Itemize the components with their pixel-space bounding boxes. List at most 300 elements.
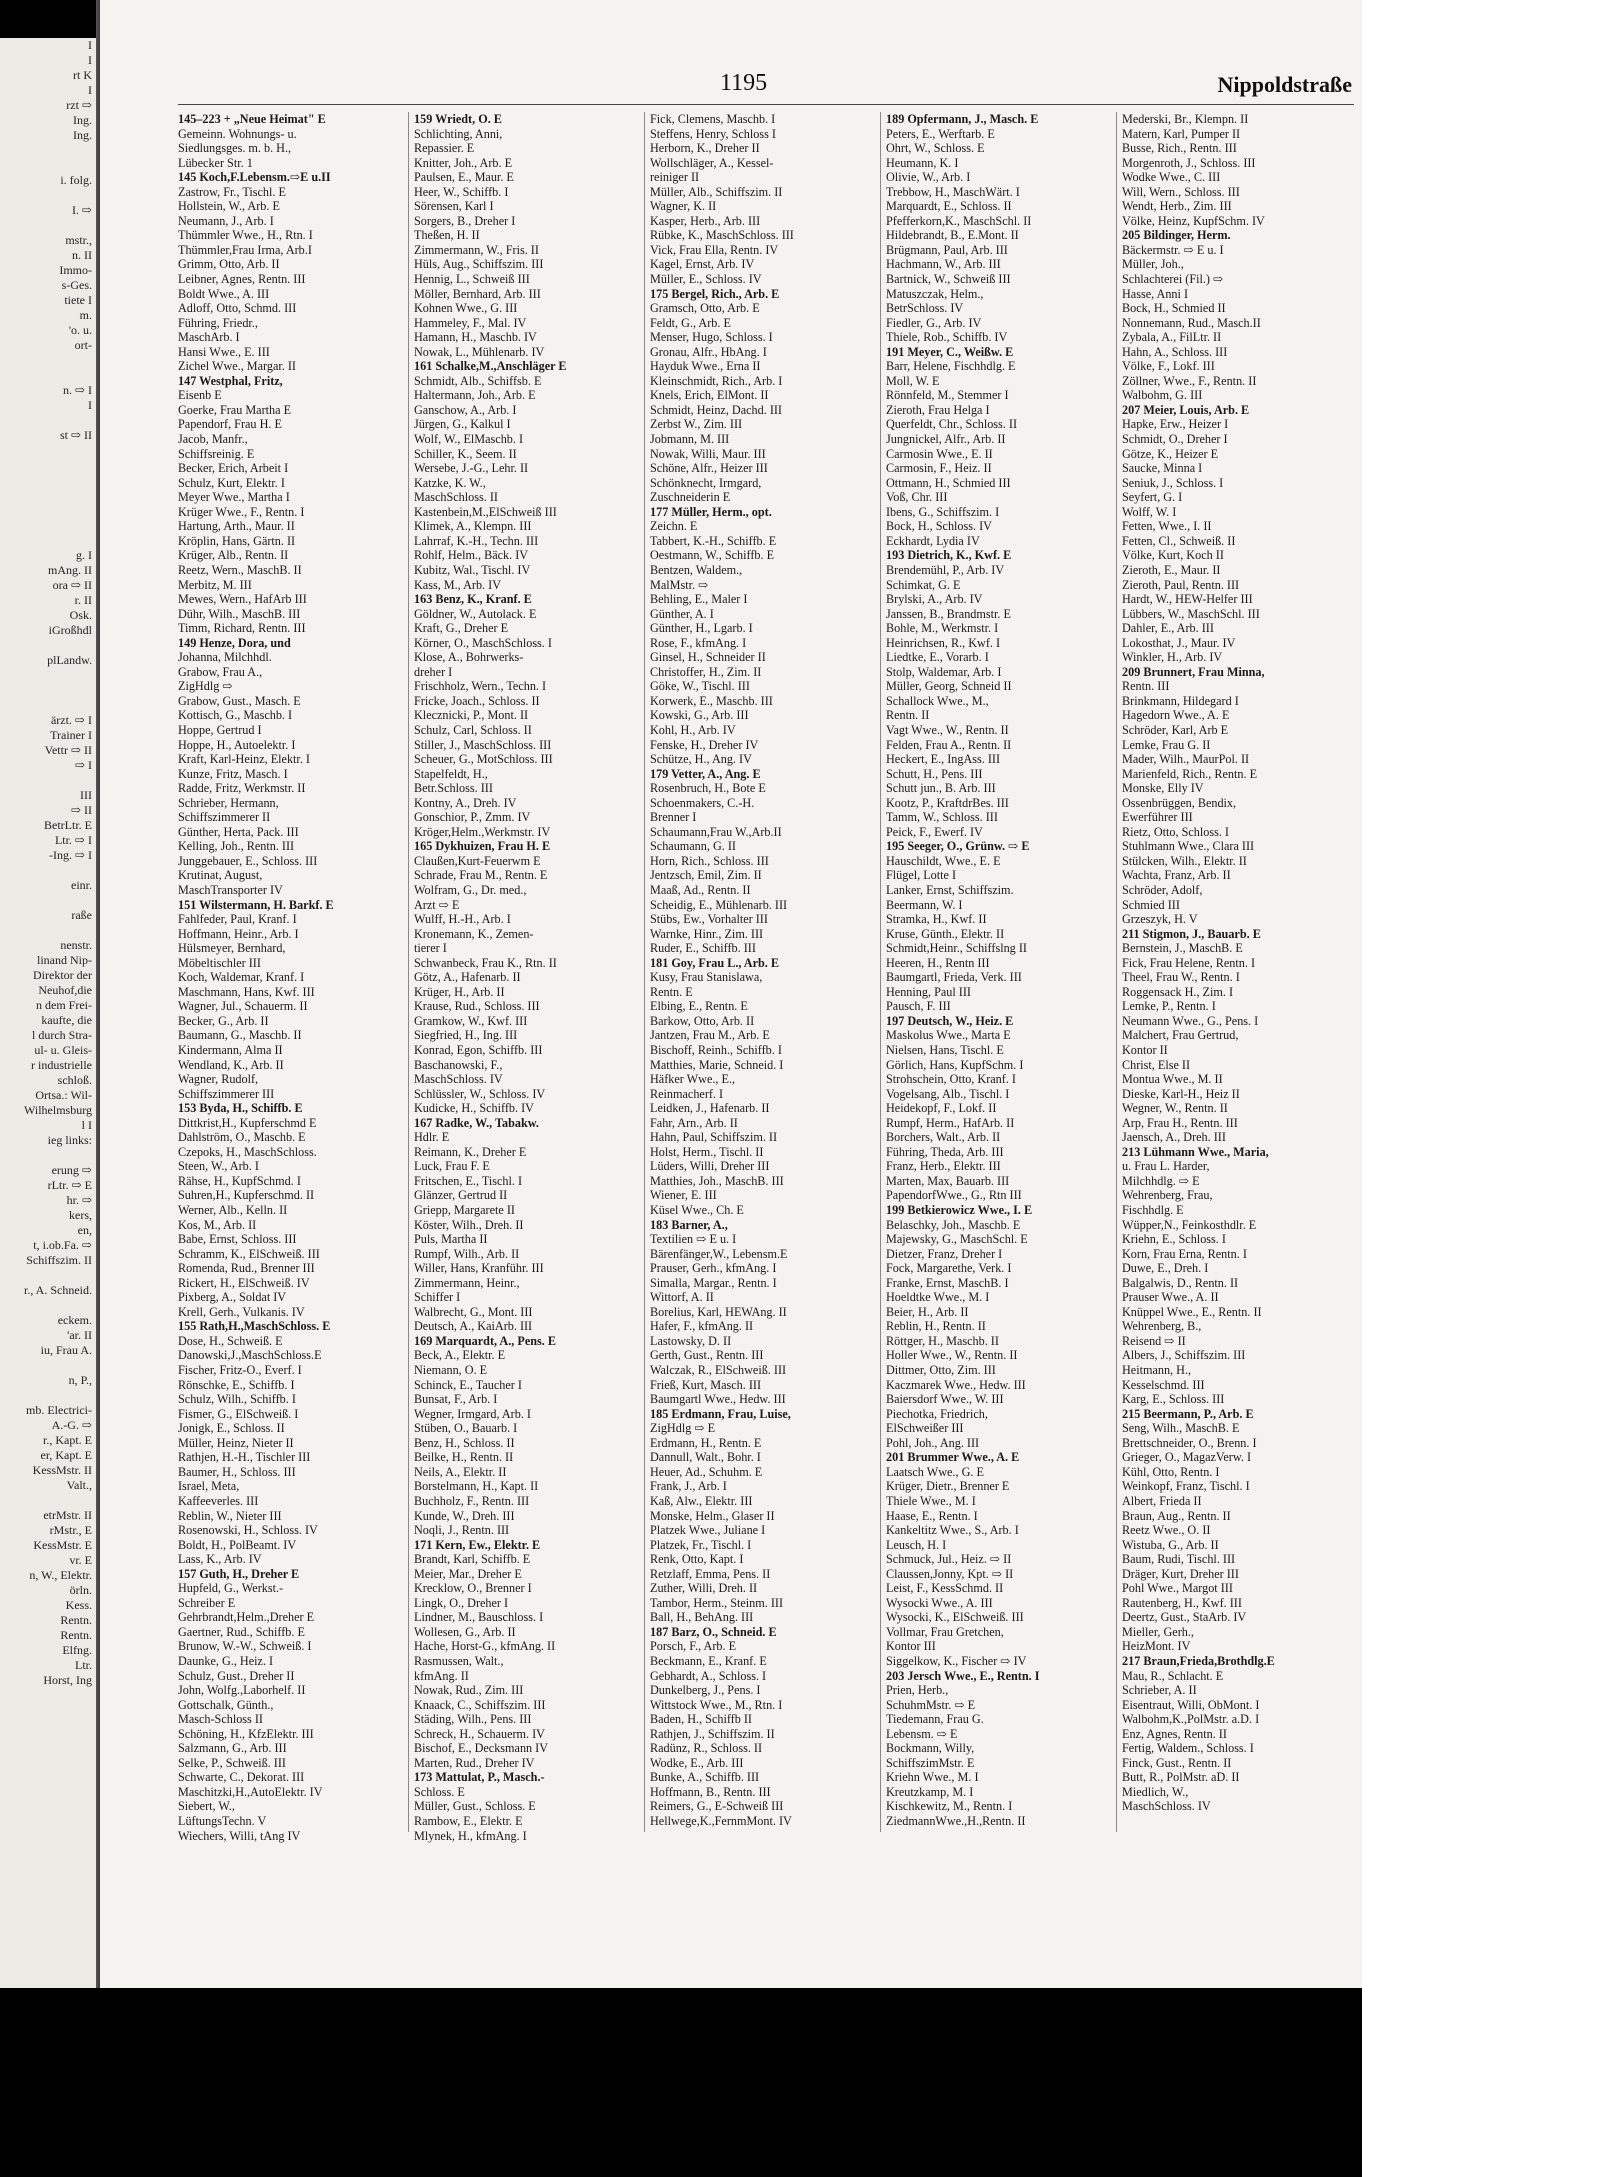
previous-page-fragment (0, 488, 96, 503)
directory-entry: Niemann, O. E (414, 1363, 488, 1378)
directory-entry: Schmidt, Heinz, Dachd. III (650, 402, 782, 417)
directory-entry: Claussen,Jonny, Kpt. ⇨ II (886, 1566, 1014, 1581)
directory-entry: Kaß, Alw., Elektr. III (650, 1493, 753, 1508)
directory-entry: Borchers, Walt., Arb. II (886, 1130, 1001, 1145)
directory-entry: Duwe, E., Dreh. I (1122, 1261, 1209, 1276)
directory-entry: Saucke, Minna I (1122, 461, 1203, 476)
directory-entry: Schwarte, C., Dekorat. III (178, 1770, 305, 1785)
directory-entry: Götze, K., Heizer E (1122, 446, 1219, 461)
directory-entry: 211 Stigmon, J., Bauarb. E (1122, 926, 1261, 941)
directory-entry: Mau, R., Schlacht. E (1122, 1668, 1224, 1683)
previous-page-fragment: ⇨ II (70, 803, 92, 817)
directory-entry: Schiller, K., Seem. II (414, 446, 517, 461)
previous-page-fragment: r. II (74, 593, 92, 607)
directory-entry: 195 Seeger, O., Grünw. ⇨ E (886, 839, 1030, 854)
directory-entry: Liedtke, E., Vorarb. I (886, 650, 989, 665)
previous-page-fragment: l durch Stra- (32, 1028, 92, 1042)
directory-entry: Romenda, Rud., Brenner III (178, 1261, 315, 1276)
previous-page-fragment: I (88, 53, 92, 67)
directory-entry: Christoffer, H., Zim. II (650, 664, 762, 679)
previous-page-fragment (0, 188, 96, 203)
directory-entry: Will, Wern., Schloss. III (1122, 184, 1240, 199)
directory-entry: Krüger Wwe., F., Rentn. I (178, 504, 305, 519)
directory-entry: Meyer Wwe., Martha I (178, 490, 290, 505)
directory-entry: Müller, E., Schloss. IV (650, 272, 762, 287)
directory-entry: Gronau, Alfr., HbAng. I (650, 344, 767, 359)
directory-entry: Milchhdlg. ⇨ E (1122, 1173, 1200, 1188)
directory-entry: 197 Deutsch, W., Heiz. E (886, 1013, 1014, 1028)
directory-entry: Timm, Richard, Rentn. III (178, 621, 306, 636)
directory-entry: Enz, Agnes, Rentn. II (1122, 1726, 1227, 1741)
directory-entry: 159 Wriedt, O. E (414, 112, 502, 126)
previous-page-fragment: r industrielle (31, 1058, 92, 1072)
directory-entry: Ganschow, A., Arb. I (414, 402, 517, 417)
directory-entry: Maaß, Ad., Rentn. II (650, 882, 751, 897)
directory-entry: Balgalwis, D., Rentn. II (1122, 1275, 1239, 1290)
directory-entry: 163 Benz, K., Kranf. E (414, 592, 532, 607)
previous-page-fragment: hr. ⇨ (66, 1193, 92, 1207)
previous-page-fragment: rMstr., E (49, 1523, 92, 1537)
directory-entry: Fritschen, E., Tischl. I (414, 1173, 523, 1188)
directory-entry: Retzlaff, Emma, Pens. II (650, 1566, 771, 1581)
directory-entry: Strohschein, Otto, Kranf. I (886, 1072, 1016, 1087)
directory-entry: Brendemühl, P., Arb. IV (886, 562, 1005, 577)
directory-entry: Morgenroth, J., Schloss. III (1122, 155, 1256, 170)
previous-page-fragment: BetrLtr. E (44, 818, 92, 832)
directory-entry: Hache, Horst-G., kfmAng. II (414, 1639, 556, 1654)
directory-entry: Wüpper,N., Feinkosthdlr. E (1122, 1217, 1257, 1232)
directory-entry: Heitmann, H., (1122, 1363, 1192, 1378)
directory-entry: Fiedler, G., Arb. IV (886, 315, 982, 330)
directory-entry: Arp, Frau H., Rentn. III (1122, 1115, 1238, 1130)
directory-entry: Johanna, Milchhdl. (178, 650, 272, 665)
previous-page-fragment: Wilhelmsburg (24, 1103, 92, 1117)
directory-entry: Gaertner, Rud., Schiffb. E (178, 1624, 305, 1639)
directory-entry: Rietz, Otto, Schloss. I (1122, 824, 1229, 839)
directory-entry: Schutt, H., Pens. III (886, 766, 983, 781)
directory-entry: Pausch, F. III (886, 999, 951, 1014)
directory-entry: Rathjen, H.-H., Tischler III (178, 1450, 311, 1465)
directory-entry: kfmAng. II (414, 1668, 469, 1683)
directory-entry: Maschmann, Hans, Kwf. III (178, 984, 315, 999)
directory-entry: Göldner, W., Autolack. E (414, 606, 537, 621)
directory-entry: Reetz Wwe., O. II (1122, 1523, 1211, 1538)
directory-entry: Wegner, W., Rentn. II (1122, 1101, 1228, 1116)
previous-page-fragment: r., A. Schneid. (24, 1283, 92, 1297)
directory-entry: ElSchweißer III (886, 1421, 964, 1436)
previous-page-fragment: Ltr. ⇨ I (54, 833, 92, 847)
directory-entry: Carmosin Wwe., E. II (886, 446, 993, 461)
directory-entry: Ohrt, W., Schloss. E (886, 141, 985, 156)
directory-entry: Sörensen, Karl I (414, 199, 494, 214)
directory-entry: Köster, Wilh., Dreh. II (414, 1217, 524, 1232)
directory-entry: Vogelsang, Alb., Tischl. I (886, 1086, 1010, 1101)
directory-entry: Schröder, Adolf, (1122, 882, 1203, 897)
directory-entry: Theßen, H. II (414, 228, 480, 243)
directory-entry: Kubitz, Wal., Tischl. IV (414, 562, 531, 577)
directory-column-1 (178, 112, 404, 1962)
directory-entry: Suhren,H., Kupferschmd. II (178, 1188, 315, 1203)
directory-entry: Puls, Martha II (414, 1232, 488, 1247)
directory-entry: Neils, A., Elektr. II (414, 1464, 507, 1479)
directory-entry: Winkler, H., Arb. IV (1122, 650, 1223, 665)
previous-page-fragment (0, 443, 96, 458)
directory-entry: Lastowsky, D. II (650, 1333, 732, 1348)
previous-page-fragment (0, 368, 96, 383)
directory-entry: Bockmann, Willy, (886, 1741, 975, 1756)
directory-entry: Ottmann, H., Schmied III (886, 475, 1011, 490)
directory-entry: Koch, Waldemar, Kranf. I (178, 970, 305, 985)
directory-entry: Baum, Rudi, Tischl. III (1122, 1552, 1236, 1567)
previous-page-fragment: mstr., (65, 233, 92, 247)
directory-entry: Flügel, Lotte I (886, 868, 957, 883)
directory-entry: Gonschior, P., Zmm. IV (414, 810, 531, 825)
directory-entry: Gramkow, W., Kwf. III (414, 1013, 528, 1028)
previous-page-fragment: Horst, Ing (43, 1673, 92, 1687)
directory-entry: Rentn. II (886, 708, 930, 723)
directory-entry: Baumer, H., Schloss. III (178, 1464, 296, 1479)
directory-entry: Weinkopf, Franz, Tischl. I (1122, 1479, 1250, 1494)
directory-entry: reiniger II (650, 170, 700, 185)
directory-entry: Tiedemann, Frau G. (886, 1712, 984, 1727)
directory-entry: Haltermann, Joh., Arb. E (414, 388, 536, 403)
directory-entry: Rosenowski, H., Schloss. IV (178, 1523, 318, 1538)
directory-entry: Hülsmeyer, Bernhard, (178, 941, 286, 956)
directory-entry: Mlynek, H., kfmAng. I (414, 1828, 527, 1843)
directory-column-5 (1122, 112, 1354, 1962)
directory-entry: Brandt, Karl, Schiffb. E (414, 1552, 531, 1567)
directory-entry: Baumann, G., Maschb. II (178, 1028, 302, 1043)
directory-entry: BetrSchloss. IV (886, 301, 964, 316)
directory-entry: Zieroth, Frau Helga I (886, 402, 990, 417)
directory-entry: Kelling, Joh., Rentn. III (178, 839, 295, 854)
directory-entry: Lass, K., Arb. IV (178, 1552, 262, 1567)
directory-column-3 (650, 112, 876, 1962)
directory-entry: Beermann, W. I (886, 897, 963, 912)
column-divider (408, 112, 409, 1832)
previous-page-fragment (0, 353, 96, 368)
directory-entry: Rübke, K., MaschSchloss. III (650, 228, 794, 243)
directory-entry: Siegfried, H., Ing. III (414, 1028, 518, 1043)
directory-entry: Czepoks, H., MaschSchloss. (178, 1144, 317, 1159)
directory-entry: Porsch, F., Arb. E (650, 1639, 737, 1654)
directory-entry: Schlachterei (Fil.) ⇨ (1122, 272, 1224, 287)
previous-page-fragment: Direktor der (33, 968, 92, 982)
directory-entry: Fahr, Arn., Arb. II (650, 1115, 738, 1130)
previous-page-fragment (0, 458, 96, 473)
previous-page-fragment (0, 893, 96, 908)
directory-entry: Heer, W., Schiffb. I (414, 184, 509, 199)
previous-page-fragment: ul- u. Gleis- (34, 1043, 92, 1057)
directory-entry: Siggelkow, K., Fischer ⇨ IV (886, 1653, 1027, 1668)
previous-page-fragment: rt K (73, 68, 92, 82)
directory-entry: Leist, F., KessSchmd. II (886, 1581, 1004, 1596)
directory-entry: Siedlungsges. m. b. H., (178, 141, 292, 156)
directory-entry: Rentn. E (650, 984, 693, 999)
directory-entry: Schallock Wwe., M., (886, 693, 989, 708)
directory-entry: 157 Guth, H., Dreher E (178, 1566, 300, 1581)
directory-entry: MaschSchloss. II (414, 490, 498, 505)
directory-entry: 199 Betkierowicz Wwe., I. E (886, 1203, 1033, 1218)
directory-entry: Wittstock Wwe., M., Rtn. I (650, 1697, 783, 1712)
previous-page-fragment: I (88, 398, 92, 412)
directory-entry: Zastrow, Fr., Tischl. E (178, 184, 286, 199)
directory-entry: Röttger, H., Maschb. II (886, 1333, 999, 1348)
directory-entry: 209 Brunnert, Frau Minna, (1122, 664, 1265, 679)
directory-entry: Rähse, H., KupfSchmd. I (178, 1173, 301, 1188)
directory-entry: Dannull, Walt., Bohr. I (650, 1450, 761, 1465)
directory-entry: Hayduk Wwe., Erna II (650, 359, 761, 374)
directory-entry: Hammeley, F., Mal. IV (414, 315, 527, 330)
directory-entry: Hoppe, Gertrud I (178, 722, 262, 737)
directory-entry: Kontor III (886, 1639, 936, 1654)
previous-page-fragment: 'ar. II (67, 1328, 92, 1342)
directory-entry: Arzt ⇨ E (414, 897, 460, 912)
directory-entry: Dieske, Karl-H., Heiz II (1122, 1086, 1240, 1101)
directory-entry: Lindner, M., Bauschloss. I (414, 1610, 544, 1625)
directory-entry: Wersebe, J.-G., Lehr. II (414, 461, 529, 476)
previous-page-fragment: st ⇨ II (59, 428, 92, 442)
directory-entry: MalMstr. ⇨ (650, 577, 709, 592)
directory-entry: Eisentraut, Willi, ObMont. I (1122, 1697, 1260, 1712)
directory-entry: Pfefferkorn,K., MaschSchl. II (886, 213, 1032, 228)
directory-entry: Tamm, W., Schloss. III (886, 810, 998, 825)
directory-entry: Deertz, Gust., StaArb. IV (1122, 1610, 1247, 1625)
directory-entry: Rentn. III (1122, 679, 1170, 694)
directory-entry: Schaumann, G. II (650, 839, 736, 854)
directory-entry: Radde, Fritz, Werkmstr. II (178, 781, 306, 796)
directory-entry: Reimann, K., Dreher E (414, 1144, 527, 1159)
directory-entry: Dühr, Wilh., MaschB. III (178, 606, 301, 621)
previous-page-fragment (0, 518, 96, 533)
directory-entry: Vagt Wwe., W., Rentn. II (886, 722, 1009, 737)
previous-page-fragment: nenstr. (60, 938, 92, 952)
directory-entry: Holst, Herm., Tischl. II (650, 1144, 764, 1159)
previous-page-fragment: Neuhof,die (38, 983, 92, 997)
directory-entry: Jacob, Manfr., (178, 432, 248, 447)
directory-entry: Wodke Wwe., C. III (1122, 170, 1221, 185)
directory-entry: Heeren, H., Rentn III (886, 955, 990, 970)
directory-entry: Oestmann, W., Schiffb. E (650, 548, 775, 563)
directory-entry: Reblin, W., Nieter III (178, 1508, 282, 1523)
directory-entry: Gemeinn. Wohnungs- u. (178, 126, 297, 141)
directory-entry: Schulz, Carl, Schloss. II (414, 722, 532, 737)
directory-entry: Kowski, G., Arb. III (650, 708, 749, 723)
directory-entry: Kleinschmidt, Rich., Arb. I (650, 373, 783, 388)
directory-entry: Lanker, Ernst, Schiffszim. (886, 882, 1014, 897)
directory-entry: Marten, Max, Bauarb. III (886, 1173, 1010, 1188)
directory-entry: Prien, Herb., (886, 1683, 949, 1698)
directory-entry: 189 Opfermann, J., Masch. E (886, 112, 1039, 126)
directory-entry: Eisenb E (178, 388, 222, 403)
previous-page-fragment (0, 1268, 96, 1283)
directory-entry: Buchholz, F., Rentn. III (414, 1493, 530, 1508)
directory-entry: SchuhmMstr. ⇨ E (886, 1697, 976, 1712)
directory-entry: Voß, Chr. III (886, 490, 948, 505)
directory-entry: Häfker Wwe., E., (650, 1072, 736, 1087)
directory-entry: Dittmer, Otto, Zim. III (886, 1363, 996, 1378)
directory-entry: Bäckermstr. ⇨ E u. I (1122, 242, 1224, 257)
directory-entry: Zöllner, Wwe., F., Rentn. II (1122, 373, 1257, 388)
directory-entry: Knüppel Wwe., E., Rentn. II (1122, 1304, 1262, 1319)
directory-entry: Walbohm,K.,PolMstr. a.D. I (1122, 1712, 1260, 1727)
previous-page-fragment (0, 638, 96, 653)
directory-entry: Kröplin, Hans, Gärtn. II (178, 533, 296, 548)
directory-entry: Lemke, P., Rentn. I (1122, 999, 1216, 1014)
directory-entry: Siebert, W., (178, 1799, 235, 1814)
directory-entry: Baiersdorf Wwe., W. III (886, 1392, 1004, 1407)
directory-entry: Paulsen, E., Maur. E (414, 170, 514, 185)
directory-entry: Hennig, L., Schweiß III (414, 272, 530, 287)
directory-entry: Jürgen, G., Kalkul I (414, 417, 511, 432)
directory-entry: Führing, Theda, Arb. III (886, 1144, 1004, 1159)
directory-entry: Dräger, Kurt, Dreher III (1122, 1566, 1239, 1581)
directory-entry: Hamann, H., Maschb. IV (414, 330, 537, 345)
directory-entry: Rasmussen, Walt., (414, 1653, 504, 1668)
previous-page-fragment (0, 158, 96, 173)
directory-entry: Glänzer, Gertrud II (414, 1188, 508, 1203)
directory-entry: Schutt jun., B. Arb. III (886, 781, 996, 796)
directory-entry: Papendorf, Frau H. E (178, 417, 282, 432)
previous-page-fragment: Osk. (69, 608, 92, 622)
previous-page-fragment (0, 683, 96, 698)
directory-entry: Reisend ⇨ II (1122, 1333, 1186, 1348)
directory-entry: Nowak, Willi, Maur. III (650, 446, 766, 461)
directory-entry: Fischer, Fritz-O., Everf. I (178, 1363, 302, 1378)
directory-entry: Schmidt, O., Dreher I (1122, 432, 1228, 447)
directory-entry: Felden, Frau A., Rentn. II (886, 737, 1012, 752)
directory-entry: Konrad, Egon, Schiffb. III (414, 1043, 543, 1057)
directory-entry: Franke, Ernst, MaschB. I (886, 1275, 1009, 1290)
previous-page-fragment: Immo- (59, 263, 92, 277)
directory-entry: Goerke, Frau Martha E (178, 402, 292, 417)
directory-entry: Janssen, B., Brandmstr. E (886, 606, 1011, 621)
directory-entry: Rönnfeld, M., Stemmer I (886, 388, 1009, 403)
directory-entry: dreher I (414, 664, 453, 679)
directory-entry: Bischof, E., Decksmann IV (414, 1741, 549, 1756)
directory-entry: Zybala, A., FilLtr. II (1122, 330, 1222, 345)
directory-entry: Walczak, R., ElSchweiß. III (650, 1363, 787, 1378)
directory-entry: Schloss. E (414, 1784, 465, 1799)
previous-page-fragment: linand Nip- (37, 953, 92, 967)
previous-page-fragment: vr. E (69, 1553, 92, 1567)
directory-entry: Möller, Bernhard, Arb. III (414, 286, 541, 301)
directory-entry: Belaschky, Joh., Maschb. E (886, 1217, 1021, 1232)
previous-page-fragment (0, 503, 96, 518)
directory-entry: Heumann, K. I (886, 155, 959, 170)
directory-entry: Peters, E., Werftarb. E (886, 126, 995, 141)
directory-entry: Wysocki, K., ElSchweiß. III (886, 1610, 1024, 1625)
directory-entry: Hauschildt, Wwe., E. E (886, 853, 1001, 868)
directory-entry: Katzke, K. W., (414, 475, 486, 490)
directory-entry: Schrade, Frau M., Rentn. E (414, 868, 548, 883)
directory-entry: Baschanowski, F., (414, 1057, 503, 1072)
directory-entry: Schramm, K., ElSchweiß. III (178, 1246, 320, 1261)
directory-entry: Pixberg, A., Soldat IV (178, 1290, 287, 1305)
directory-entry: Beilke, H., Rentn. II (414, 1450, 514, 1465)
directory-entry: Leidken, J., Hafenarb. II (650, 1101, 770, 1116)
directory-entry: Hansi Wwe., E. III (178, 344, 270, 359)
directory-entry: Korwerk, E., Maschb. III (650, 693, 773, 708)
directory-entry: Bischoff, Reinh., Schiffb. I (650, 1043, 782, 1057)
directory-entry: Knels, Erich, ElMont. II (650, 388, 769, 403)
directory-entry: 203 Jersch Wwe., E., Rentn. I (886, 1668, 1040, 1683)
directory-entry: Hoffmann, B., Rentn. III (650, 1784, 771, 1799)
directory-entry: 169 Marquardt, A., Pens. E (414, 1333, 556, 1348)
directory-entry: Fick, Frau Helene, Rentn. I (1122, 955, 1256, 970)
directory-entry: LüftungsTechn. V (178, 1813, 267, 1828)
page-number: 1195 (720, 70, 768, 96)
directory-entry: Kohl, H., Arb. IV (650, 722, 736, 737)
directory-entry: Rose, F., kfmAng. I (650, 635, 747, 650)
directory-entry: Hüls, Aug., Schiffszim. III (414, 257, 544, 272)
directory-entry: Monske, Elly IV (1122, 781, 1204, 796)
directory-entry: Erdmann, H., Rentn. E (650, 1435, 762, 1450)
directory-entry: Piechotka, Friedrich, (886, 1406, 988, 1421)
directory-entry: Boldt Wwe., A. III (178, 286, 270, 301)
directory-entry: Menser, Hugo, Schloss. I (650, 330, 773, 345)
directory-entry: Hupfeld, G., Werkst.- (178, 1581, 284, 1596)
directory-entry: Krutinat, August, (178, 868, 263, 883)
directory-entry: Kischkewitz, M., Rentn. I (886, 1799, 1013, 1814)
previous-page-fragment (0, 1388, 96, 1403)
previous-page-fragment: g. I (76, 548, 92, 562)
directory-entry: Hardt, W., HEW-Helfer III (1122, 592, 1253, 607)
directory-entry: Ibens, G., Schiffszim. I (886, 504, 1000, 519)
previous-page-fragment: I. ⇨ (71, 203, 92, 217)
scan-border (0, 1988, 1362, 2177)
directory-entry: Tabbert, K.-H., Schiffb. E (650, 533, 777, 548)
directory-entry: Lahrraf, K.-H., Techn. III (414, 533, 539, 548)
previous-page-fragment: A.-G. ⇨ (51, 1418, 92, 1432)
directory-entry: Frieß, Kurt, Masch. III (650, 1377, 762, 1392)
previous-page-fragment (0, 473, 96, 488)
directory-entry: Müller, Alb., Schiffszim. II (650, 184, 783, 199)
previous-page-fragment: Rentn. (60, 1613, 92, 1627)
directory-entry: Montua Wwe., M. II (1122, 1072, 1223, 1087)
directory-entry: Kröger,Helm.,Werkmstr. IV (414, 824, 551, 839)
directory-entry: Völke, Kurt, Koch II (1122, 548, 1224, 563)
directory-entry: Schwanbeck, Frau K., Rtn. II (414, 955, 557, 970)
directory-entry: Bock, H., Schloss. IV (886, 519, 992, 534)
directory-entry: Wollesen, G., Arb. II (414, 1624, 516, 1639)
directory-entry: Rautenberg, H., Kwf. III (1122, 1595, 1242, 1610)
directory-entry: Kaffeeverles. III (178, 1493, 259, 1508)
previous-page-fragment: mb. Electrici- (26, 1403, 92, 1417)
directory-entry: Hoeldtke Wwe., M. I (886, 1290, 990, 1305)
directory-entry: Kudicke, H., Schiffb. IV (414, 1101, 534, 1116)
directory-entry: Kusy, Frau Stanislawa, (650, 970, 763, 985)
directory-entry: Kontor II (1122, 1043, 1168, 1057)
directory-entry: 149 Henze, Dora, und (178, 635, 291, 650)
directory-entry: Müller, Georg, Schneid II (886, 679, 1012, 694)
directory-entry: Kriehn Wwe., M. I (886, 1770, 979, 1785)
directory-entry: Carmosin, F., Heiz. II (886, 461, 992, 476)
directory-entry: Marquardt, E., Schloss. II (886, 199, 1012, 214)
directory-entry: Ginsel, H., Schneider II (650, 650, 766, 665)
directory-entry: Masch-Schloss II (178, 1712, 263, 1727)
directory-entry: Frischholz, Wern., Techn. I (414, 679, 547, 694)
directory-entry: Kontny, A., Dreh. IV (414, 795, 517, 810)
directory-entry: Fertig, Waldem., Schloss. I (1122, 1741, 1254, 1756)
directory-entry: Fetten, Wwe., I. II (1122, 519, 1212, 534)
directory-entry: 165 Dykhuizen, Frau H. E (414, 839, 551, 854)
directory-entry: Hafer, F., kfmAng. II (650, 1319, 754, 1334)
directory-entry: Mewes, Wern., HafArb III (178, 592, 307, 607)
directory-entry: Busse, Rich., Rentn. III (1122, 141, 1237, 156)
directory-entry: Bernstein, J., MaschB. E (1122, 941, 1243, 956)
directory-entry: Hahn, A., Schloss. III (1122, 344, 1228, 359)
